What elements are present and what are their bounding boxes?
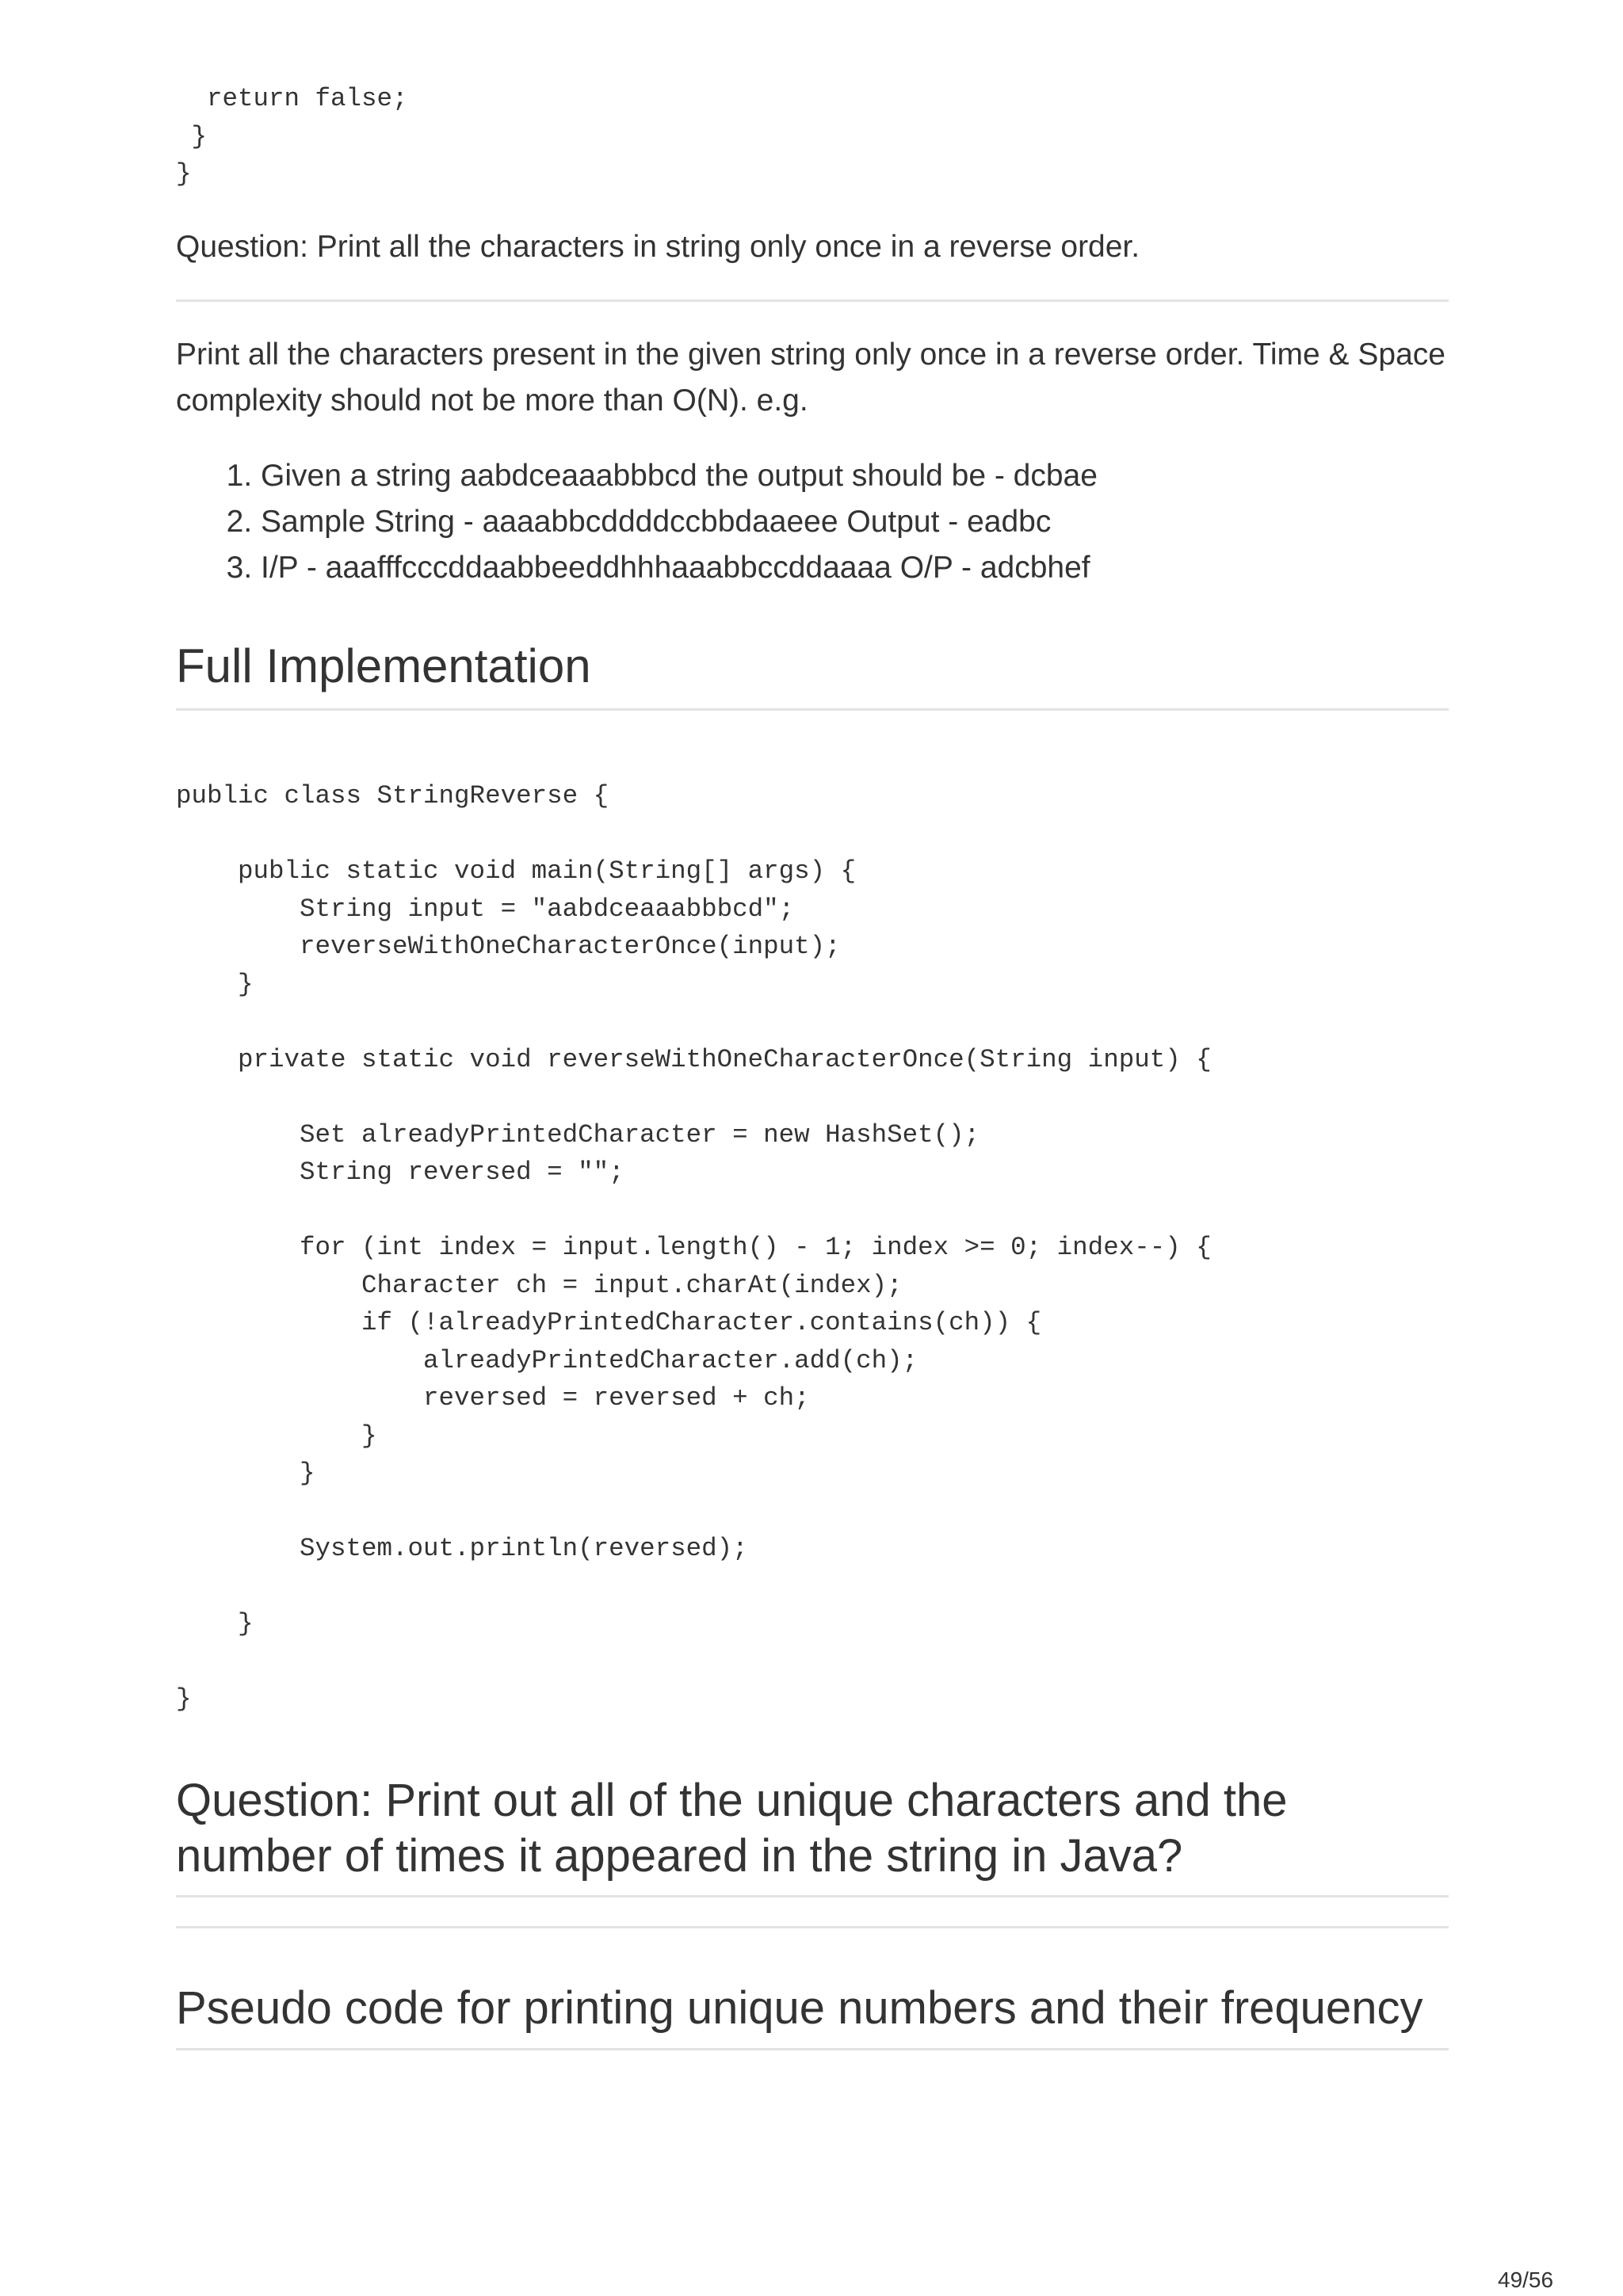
section-heading-full-implementation: Full Implementation [176,639,591,692]
divider [176,1926,1449,1928]
code-block-string-reverse: public class StringReverse { public static void main(String[] args) { String input = "aabdceaaabbbcd"; reverseWithOneCharacterOnce(input); } private static void reverseWithOneCharacterOnce(String input) { Set alreadyPrintedCharacter = new HashSet(); String reversed = ""; for (int index = input.length() - 1; index >= 0; index--) { Character ch = input.charAt(index); if (!alreadyPrintedCharacter.contains(ch)) { alreadyPrintedCharacter.add(ch); reversed = reversed + ch; } } System.out.println(reversed); } } [176,781,1212,1714]
divider [176,1895,1449,1897]
divider [176,708,1449,711]
question-heading-reverse-order: Question: Print all the characters in string only once in a reverse order. [176,230,1140,264]
list-item: 1. Given a string aabdceaaabbbcd the output should be - dcbae [261,453,1098,499]
divider [176,2048,1449,2050]
list-item: 3. I/P - aaafffcccddaabbeeddhhhaaabbccddaaaa O/P - adcbhef [261,545,1098,591]
divider [176,299,1449,302]
section-heading-pseudo-code: Pseudo code for printing unique numbers and their frequency [176,1982,1423,2034]
code-block-previous: return false; } } [176,84,408,189]
problem-description: Print all the characters present in the given string only once in a reverse order. Time & Space complexity should not be more than O(N). e.g. [176,338,1445,418]
examples-list [176,453,1098,591]
page-number: 49/56 [1498,2267,1554,2292]
question-heading-unique-characters: Question: Print out all of the unique characters and the number of times it appeared in the string in Java? [176,1775,1288,1882]
list-item: 2. Sample String - aaaabbcddddccbbdaaeee Output - eadbc [261,499,1098,545]
